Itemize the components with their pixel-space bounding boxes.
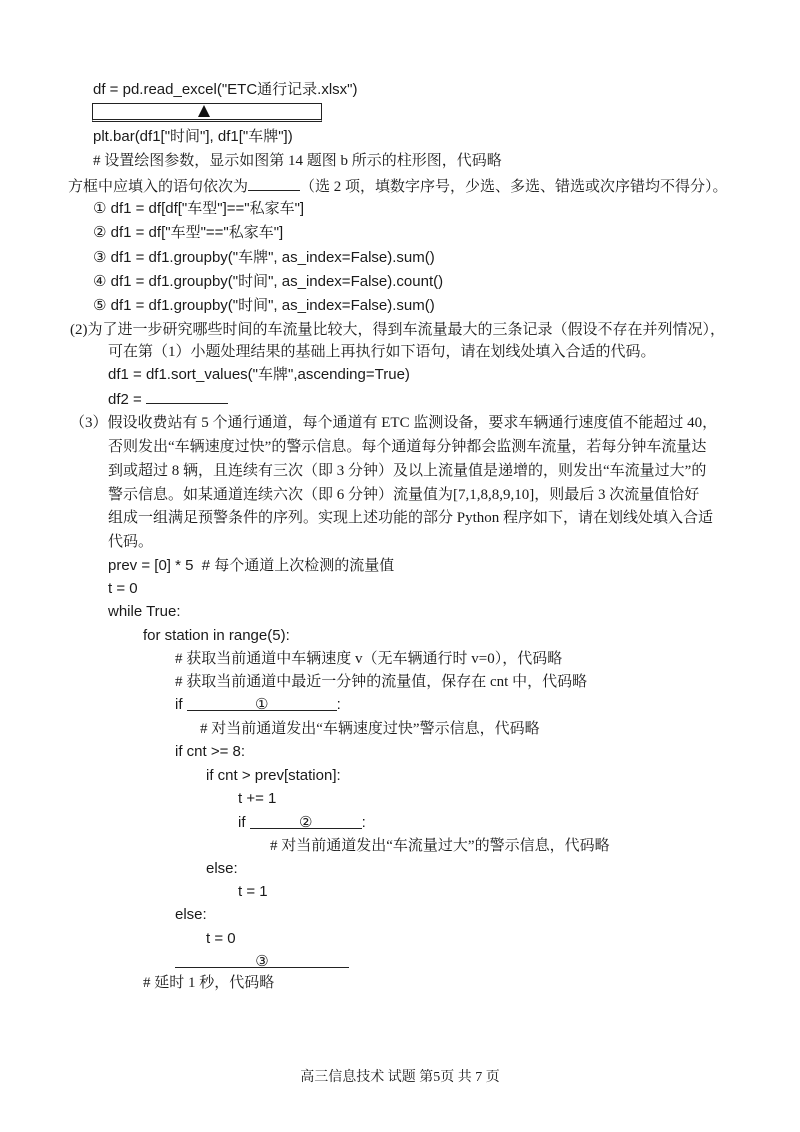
question-label: 方框中应填入的语句依次为 [68,179,249,195]
q2-line1: (2)为了进一步研究哪些时间的车流量比较大，得到车流量最大的三条记录（假设不存在并列情况）， [70,322,725,338]
code-if-cnt: if cnt >= 8: [175,743,246,760]
q2-code2 [108,388,228,410]
code-comment-3: # 对当前通道发出“车辆速度过快”警示信息，代码略 [200,721,540,737]
if-keyword: if [238,814,250,831]
answer-blank-3: ③ [175,952,349,968]
code-t-inc: t += 1 [238,790,277,807]
option-4: ④ df1 = df1.groupby("时间", as_index=False).count() [93,273,444,290]
option-3: ③ df1 = df1.groupby("车牌", as_index=False).sum() [93,249,435,266]
colon: : [336,696,341,713]
code-comment-1: # 获取当前通道中车辆速度 v（无车辆通行时 v=0），代码略 [175,651,563,667]
q3-para-6: 代码。 [108,534,154,550]
q3-para-3: 到或超过 8 辆，且连续有三次（即 3 分钟）及以上流量值是递增的，则发出“车流量过大”的 [108,463,707,479]
q2-code1: df1 = df1.sort_values("车牌",ascending=True) [108,366,410,383]
if-keyword: if [175,696,187,713]
code-comment: # 设置绘图参数，显示如图第 14 题图 b 所示的柱形图，代码略 [93,153,502,169]
code-if-1 [175,695,341,715]
code-prev: prev = [0] * 5 # 每个通道上次检测的流量值 [108,557,395,574]
question-tail: （选 2 项，填数字序号，少选、多选、错选或次序错均不得分）。 [300,179,728,195]
option-1: ① df1 = df[df["车型"]=="私家车"] [93,200,305,217]
triangle-marker-icon [198,105,210,117]
code-comment-5: # 延时 1 秒，代码略 [143,975,275,991]
code-if-2 [238,813,366,833]
answer-blank-df2 [146,388,228,404]
answer-blank-2: ② [250,813,362,829]
answer-blank [248,175,300,191]
q3-para-4: 警示信息。如某通道连续六次（即 6 分钟）流量值为[7,1,8,8,9,10]，则最后 3 次流量值恰好 [108,487,700,503]
question-text [68,175,728,197]
q2-line2: 可在第（1）小题处理结果的基础上再执行如下语句，请在划线处填入合适的代码。 [108,344,656,360]
colon: : [361,814,366,831]
code-plt-bar: plt.bar(df1["时间"], df1["车牌"]) [93,128,293,145]
code-if-prev: if cnt > prev[station]: [206,767,341,784]
option-5: ⑤ df1 = df1.groupby("时间", as_index=False).sum() [93,297,435,314]
code-for: for station in range(5): [143,627,290,644]
code-blank-3-line [175,952,349,972]
page-footer: 高三信息技术 试题 第5页 共 7 页 [300,1070,500,1085]
q3-para-5: 组成一组满足预警条件的序列。实现上述功能的部分 Python 程序如下，请在划线处填入合适 [108,510,714,526]
option-2: ② df1 = df["车型"=="私家车"] [93,224,284,241]
code-while: while True: [108,603,181,620]
q3-para-1: （3）假设收费站有 5 个通行通道，每个通道有 ETC 监测设备，要求车辆通行速度值不能超过 40， [70,415,718,431]
code-comment-2: # 获取当前通道中最近一分钟的流量值，保存在 cnt 中，代码略 [175,674,588,690]
df2-label: df2 = [108,391,146,408]
code-t-1: t = 1 [238,883,268,900]
code-else-2: else: [175,906,207,923]
code-comment-4: # 对当前通道发出“车流量过大”的警示信息，代码略 [270,838,610,854]
answer-box [92,103,322,122]
code-t0: t = 0 [108,580,138,597]
code-t-0: t = 0 [206,930,236,947]
answer-blank-1: ① [187,695,337,711]
code-read-excel: df = pd.read_excel("ETC通行记录.xlsx") [93,81,358,98]
q3-para-2: 否则发出“车辆速度过快”的警示信息。每个通道每分钟都会监测车流量，若每分钟车流量达 [108,439,707,455]
code-else-1: else: [206,860,238,877]
